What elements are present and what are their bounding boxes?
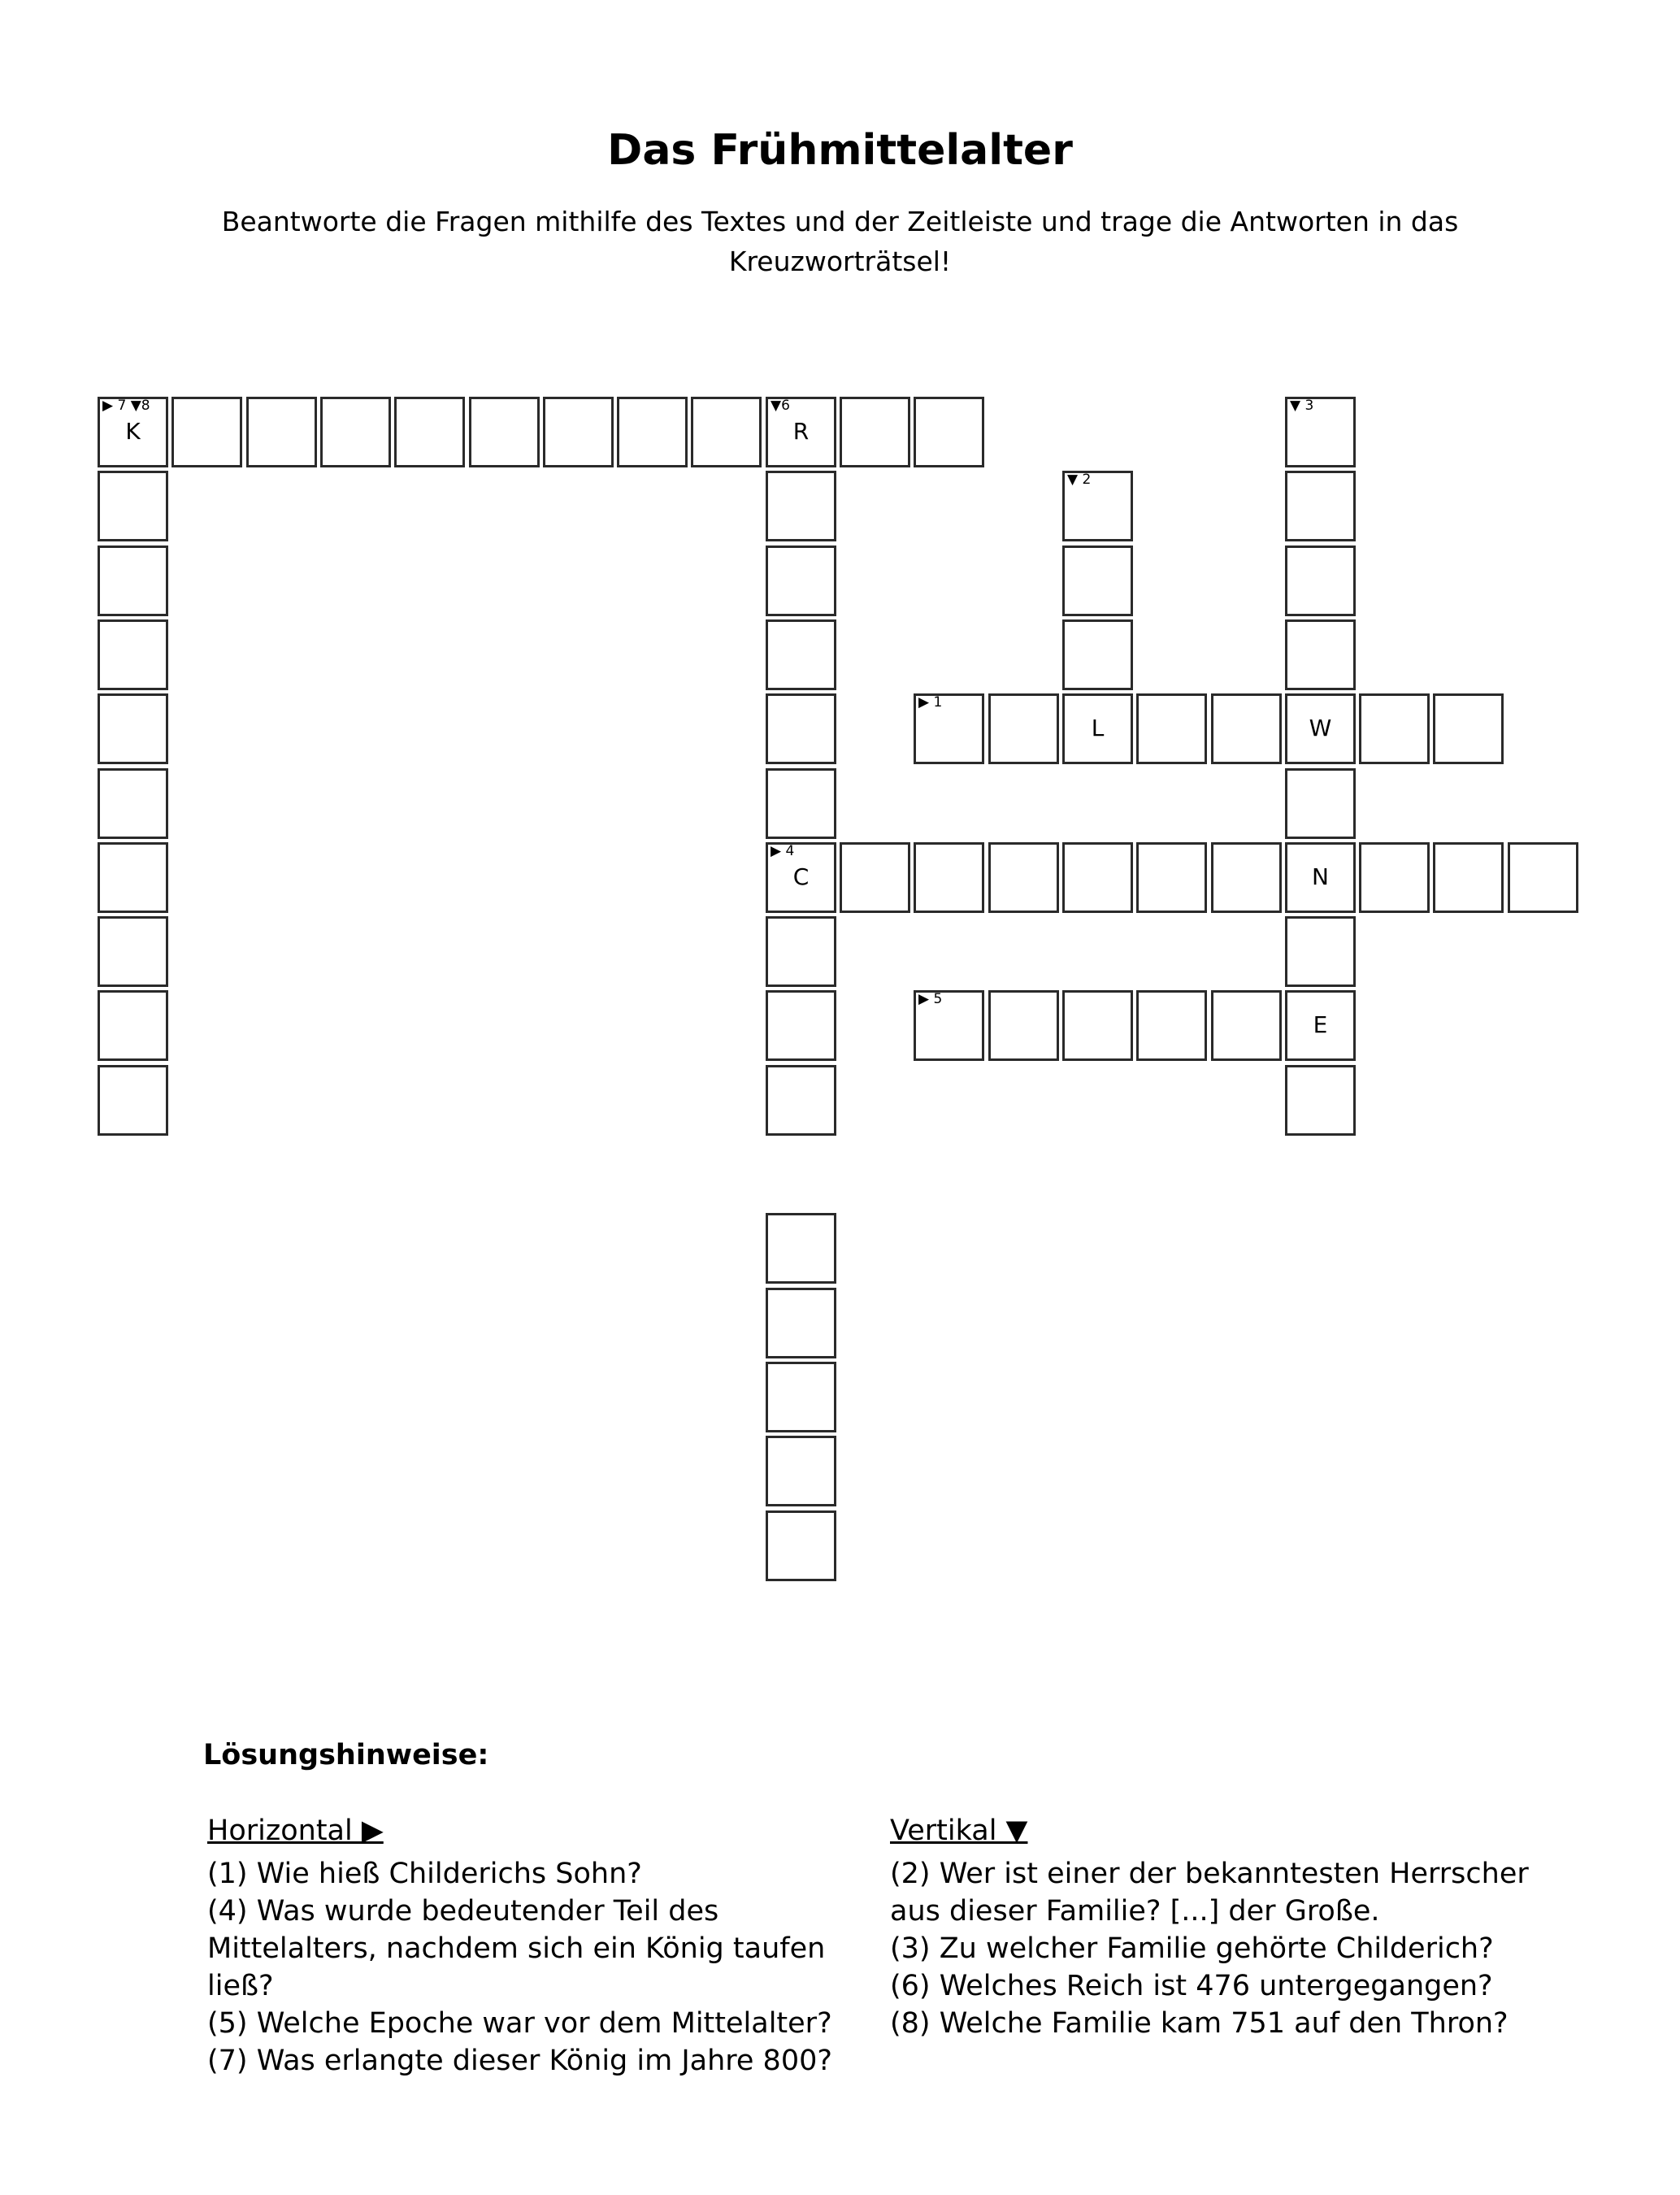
- crossword-cell[interactable]: [1285, 842, 1356, 913]
- crossword-cell[interactable]: [1062, 842, 1133, 913]
- vertical-heading: Vertikal ▼: [890, 1815, 1028, 1847]
- crossword-cell[interactable]: [766, 990, 836, 1061]
- crossword-cell[interactable]: [988, 693, 1059, 764]
- crossword-cell[interactable]: [98, 916, 168, 987]
- crossword-cell[interactable]: [171, 397, 242, 467]
- crossword-cell[interactable]: [1211, 990, 1282, 1061]
- crossword-cell[interactable]: [914, 397, 984, 467]
- crossword-cell[interactable]: [1136, 990, 1207, 1061]
- clue-vertical-3: (3) Zu welcher Familie gehörte Childerich?: [890, 1932, 1494, 1965]
- crossword-cell[interactable]: [98, 693, 168, 764]
- crossword-cell[interactable]: [1285, 619, 1356, 690]
- crossword-cell[interactable]: [766, 842, 836, 913]
- crossword-cell[interactable]: [1062, 693, 1133, 764]
- clue-vertical-6: (6) Welches Reich ist 476 untergegangen?: [890, 1970, 1493, 2002]
- crossword-cell[interactable]: [766, 1288, 836, 1358]
- crossword-cell[interactable]: [617, 397, 688, 467]
- crossword-cell[interactable]: [1359, 842, 1430, 913]
- crossword-cell[interactable]: [914, 693, 984, 764]
- horizontal-heading: Horizontal ▶: [207, 1815, 384, 1847]
- crossword-cell[interactable]: [914, 990, 984, 1061]
- crossword-cell[interactable]: [766, 619, 836, 690]
- page-title: Das Frühmittelalter: [607, 126, 1073, 175]
- crossword-cell[interactable]: [840, 397, 910, 467]
- given-letter: N: [1312, 863, 1329, 890]
- clue-number: ▼ 3: [1290, 398, 1314, 414]
- crossword-cell[interactable]: [543, 397, 614, 467]
- crossword-cell[interactable]: [1285, 693, 1356, 764]
- vertical-clue-list: [890, 1855, 1540, 2042]
- crossword-cell[interactable]: [766, 768, 836, 839]
- clue-number: ▶ 7 ▼8: [102, 398, 150, 414]
- hints-heading: Lösungshinweise:: [203, 1739, 489, 1771]
- crossword-cell[interactable]: [98, 990, 168, 1061]
- clue-number: ▼6: [771, 398, 790, 414]
- crossword-cell[interactable]: [1062, 545, 1133, 616]
- given-letter: E: [1313, 1011, 1328, 1038]
- clue-horizontal-1: (1) Wie hieß Childerichs Sohn?: [207, 1858, 642, 1890]
- crossword-cell[interactable]: [1285, 990, 1356, 1061]
- clue-number: ▶ 5: [918, 991, 943, 1007]
- crossword-cell[interactable]: [469, 397, 540, 467]
- crossword-cell[interactable]: [766, 1436, 836, 1506]
- crossword-cell[interactable]: [766, 1065, 836, 1136]
- crossword-cell[interactable]: [1285, 916, 1356, 987]
- crossword-cell[interactable]: [98, 545, 168, 616]
- crossword-cell[interactable]: [766, 1362, 836, 1432]
- crossword-cell[interactable]: [766, 693, 836, 764]
- clue-horizontal-4: (4) Was wurde bedeutender Teil des Mittelalters, nachdem sich ein König taufen ließ?: [207, 1895, 826, 2002]
- crossword-cell[interactable]: [840, 842, 910, 913]
- crossword-cell[interactable]: [766, 397, 836, 467]
- crossword-cell[interactable]: [98, 768, 168, 839]
- clue-number: ▶ 1: [918, 694, 943, 711]
- crossword-cell[interactable]: [246, 397, 317, 467]
- clue-horizontal-5: (5) Welche Epoche war vor dem Mittelalter?: [207, 2007, 832, 2040]
- crossword-cell[interactable]: [1062, 990, 1133, 1061]
- crossword-cell[interactable]: [98, 471, 168, 541]
- crossword-cell[interactable]: [988, 990, 1059, 1061]
- crossword-cell[interactable]: [766, 916, 836, 987]
- clue-vertical-8: (8) Welche Familie kam 751 auf den Thron?: [890, 2007, 1509, 2040]
- crossword-cell[interactable]: [320, 397, 391, 467]
- crossword-cell[interactable]: [1508, 842, 1578, 913]
- crossword-cell[interactable]: [1285, 768, 1356, 839]
- instructions: Beantworte die Fragen mithilfe des Textes und der Zeitleiste und trage die Antworten in das Kreuzworträtsel!: [221, 206, 1459, 277]
- crossword-cell[interactable]: [1062, 471, 1133, 541]
- crossword-cell[interactable]: [1285, 471, 1356, 541]
- horizontal-clue-list: [207, 1855, 849, 2080]
- given-letter: W: [1309, 715, 1332, 741]
- clue-horizontal-7: (7) Was erlangte dieser König im Jahre 800?: [207, 2045, 832, 2077]
- crossword-cell[interactable]: [766, 471, 836, 541]
- crossword-cell[interactable]: [1136, 693, 1207, 764]
- crossword-cell[interactable]: [1433, 842, 1504, 913]
- crossword-cell[interactable]: [98, 619, 168, 690]
- crossword-cell[interactable]: [766, 1510, 836, 1581]
- given-letter: R: [792, 418, 810, 445]
- crossword-cell[interactable]: [914, 842, 984, 913]
- crossword-cell[interactable]: [1136, 842, 1207, 913]
- crossword-cell[interactable]: [766, 1213, 836, 1284]
- clue-number: ▶ 4: [771, 843, 795, 859]
- crossword-cell[interactable]: [1433, 693, 1504, 764]
- crossword-cell[interactable]: [1285, 1065, 1356, 1136]
- crossword-cell[interactable]: [1211, 693, 1282, 764]
- crossword-cell[interactable]: [98, 1065, 168, 1136]
- clue-number: ▼ 2: [1067, 472, 1092, 488]
- crossword-cell[interactable]: [1359, 693, 1430, 764]
- crossword-cell[interactable]: [394, 397, 465, 467]
- crossword-cell[interactable]: [1285, 397, 1356, 467]
- crossword-cell[interactable]: [1211, 842, 1282, 913]
- crossword-cell[interactable]: [1062, 619, 1133, 690]
- crossword-cell[interactable]: [98, 842, 168, 913]
- clue-vertical-2: (2) Wer ist einer der bekanntesten Herrscher aus dieser Familie? [...] der Große.: [890, 1858, 1529, 1928]
- crossword-cell[interactable]: [988, 842, 1059, 913]
- given-letter: L: [1091, 715, 1105, 741]
- crossword-cell[interactable]: [766, 545, 836, 616]
- given-letter: C: [792, 863, 810, 890]
- crossword-cell[interactable]: [1285, 545, 1356, 616]
- crossword-cell[interactable]: [98, 397, 168, 467]
- crossword-cell[interactable]: [691, 397, 762, 467]
- given-letter: K: [125, 418, 141, 445]
